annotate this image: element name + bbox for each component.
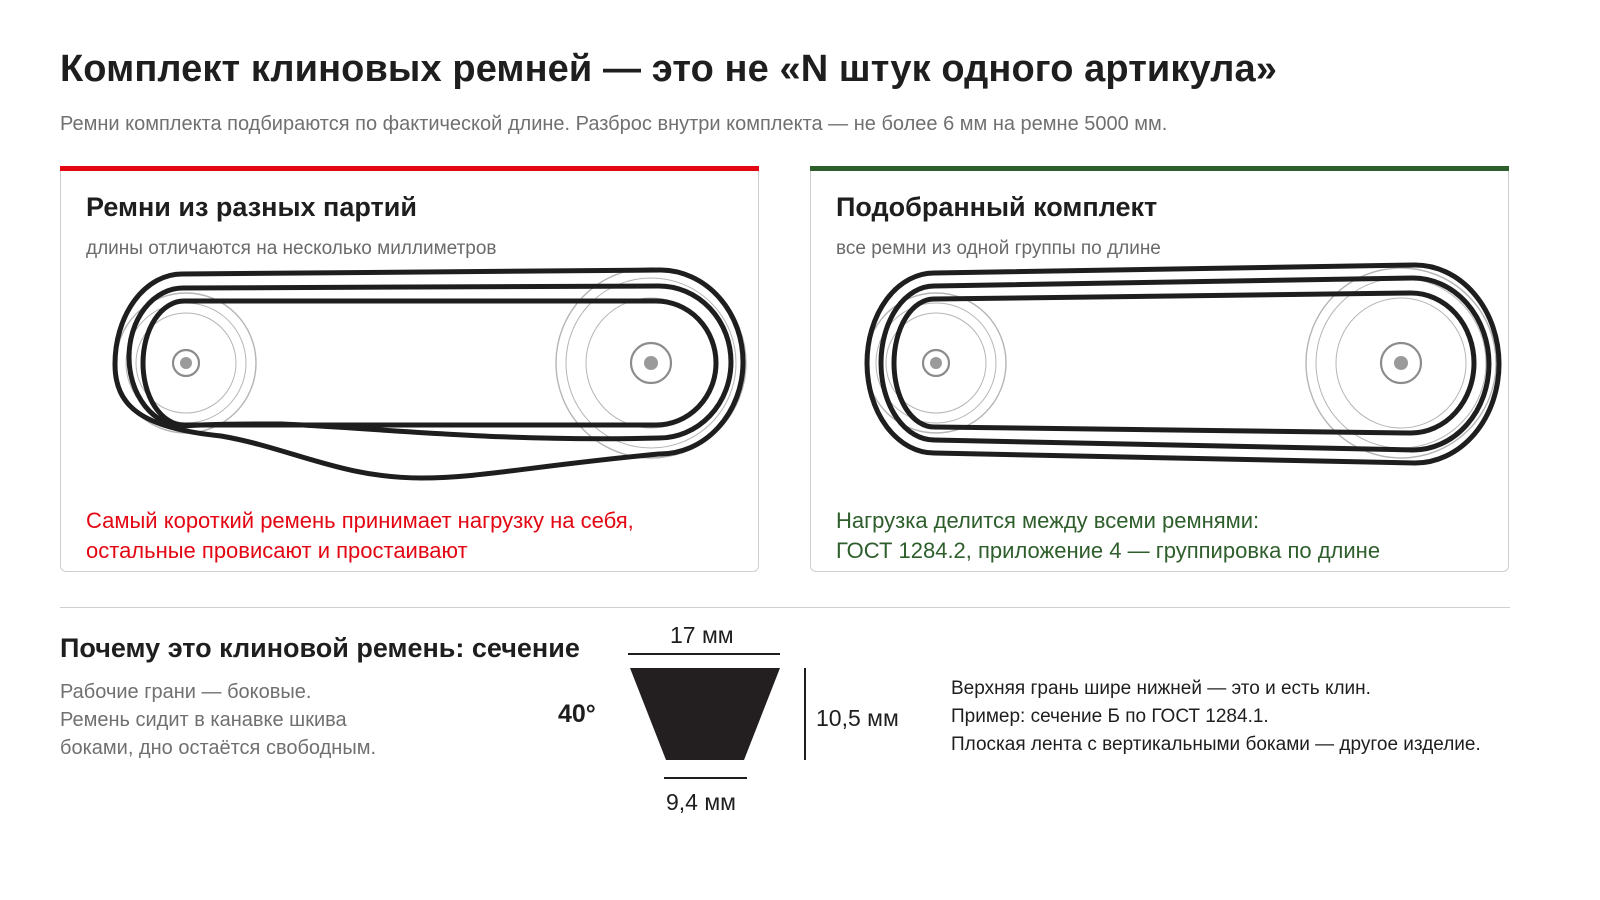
belt-section-trapezoid (630, 668, 780, 760)
panel-matched-set (810, 166, 1509, 572)
panel-note (86, 506, 634, 566)
note-line: Пример: сечение Б по ГОСТ 1284.1. (951, 706, 1269, 727)
wedge-angle-label: 40° (558, 700, 596, 728)
note-line: остальные провисают и простаивают (86, 538, 468, 563)
description-line: Рабочие грани — боковые. (60, 681, 312, 703)
page-subtitle: Ремни комплекта подбираются по фактической длине. Разброс внутри комплекта — не более 6 мм на ремне 5000 мм. (60, 113, 1168, 135)
page-title: Комплект клиновых ремней — это не «N штук одного артикула» (60, 48, 1277, 90)
panel-title: Ремни из разных партий (86, 192, 417, 222)
panel-subtitle: длины отличаются на несколько миллиметров (86, 238, 497, 259)
section-title: Почему это клиновой ремень: сечение (60, 633, 580, 663)
small-pulley (866, 293, 1006, 433)
note-line: Самый короткий ремень принимает нагрузку на себя, (86, 508, 634, 533)
top-width-label: 17 мм (670, 622, 734, 648)
panel-different-batches (60, 166, 759, 572)
belt-drive-uneven-diagram (61, 166, 760, 496)
large-pulley (1306, 268, 1496, 458)
v-belt-cross-section-diagram (620, 650, 820, 790)
section-divider (60, 607, 1510, 608)
description-line: боками, дно остаётся свободным. (60, 737, 377, 759)
panel-note (836, 506, 1380, 566)
panel-title: Подобранный комплект (836, 192, 1158, 222)
description-line: Ремень сидит в канавке шкива (60, 709, 347, 731)
note-line: Плоская лента с вертикальными боками — другое изделие. (951, 734, 1481, 755)
note-line: ГОСТ 1284.2, приложение 4 — группировка по длине (836, 538, 1381, 563)
panel-subtitle: все ремни из одной группы по длине (836, 238, 1161, 259)
section-notes (951, 675, 1481, 759)
bottom-width-label: 9,4 мм (666, 789, 736, 815)
note-line: Нагрузка делится между всеми ремнями: (836, 508, 1260, 533)
height-label: 10,5 мм (816, 705, 899, 731)
section-description (60, 678, 376, 762)
belt-drive-matched-diagram (811, 166, 1510, 496)
note-line: Верхняя грань шире нижней — это и есть клин. (951, 678, 1371, 699)
